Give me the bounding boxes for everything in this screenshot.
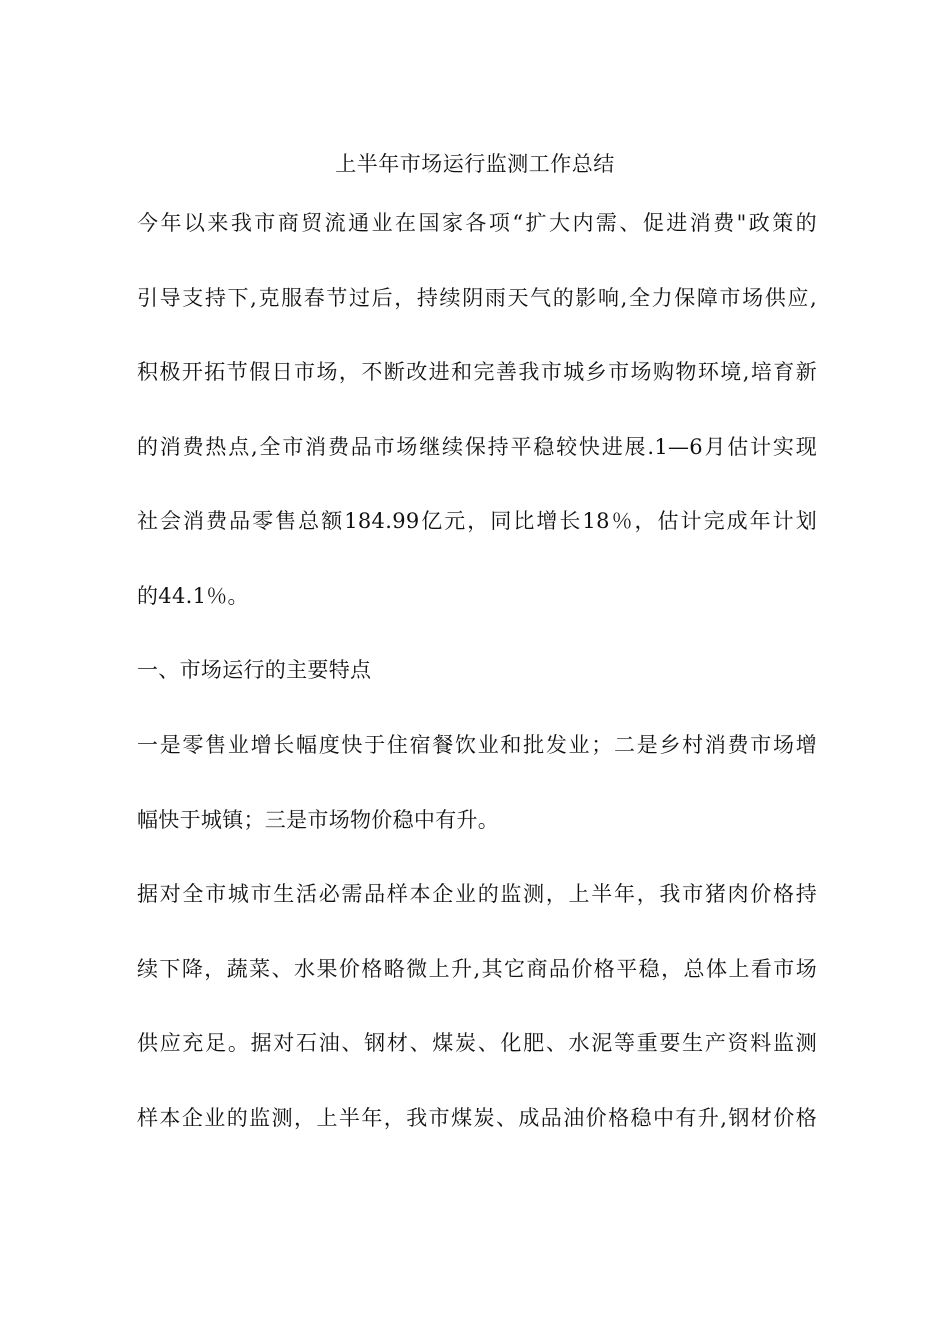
text-line: 今年以来我市商贸流通业在国家各项“扩大内需、促进消费"政策的: [137, 211, 817, 235]
text-line: 一是零售业增长幅度快于住宿餐饮业和批发业；二是乡村消费市场增: [137, 733, 817, 757]
text-line: 幅快于城镇；三是市场物价稳中有升。: [137, 807, 500, 832]
text-line: 积极开拓节假日市场，不断改进和完善我市城乡市场购物环境,培育新: [137, 360, 817, 384]
text-line: 续下降，蔬菜、水果价格略微上升,其它商品价格平稳，总体上看市场: [137, 956, 817, 981]
text-line: 一、市场运行的主要特点: [137, 658, 372, 682]
text-line: 供应充足。据对石油、钢材、煤炭、化肥、水泥等重要生产资料监测: [137, 1031, 817, 1055]
text-line: 的44.1％。: [137, 583, 249, 608]
text-line: 据对全市城市生活必需品样本企业的监测，上半年，我市猪肉价格持: [137, 882, 817, 906]
text-line: 样本企业的监测，上半年，我市煤炭、成品油价格稳中有升,钢材价格: [137, 1105, 817, 1130]
paragraph-features: [137, 729, 817, 878]
text-line: 社会消费品零售总额184.99亿元，同比增长18％，估计完成年计划: [137, 509, 817, 533]
text-line: 的消费热点,全市消费品市场继续保持平稳较快进展.1—6月估计实现: [137, 434, 817, 459]
section-heading: [137, 654, 817, 729]
paragraph-intro: [137, 207, 817, 654]
document-title: 上半年市场运行监测工作总结: [335, 152, 615, 176]
paragraph-prices: [137, 878, 817, 1176]
text-line: 引导支持下,克服春节过后，持续阴雨天气的影响,全力保障市场供应,: [137, 285, 817, 310]
